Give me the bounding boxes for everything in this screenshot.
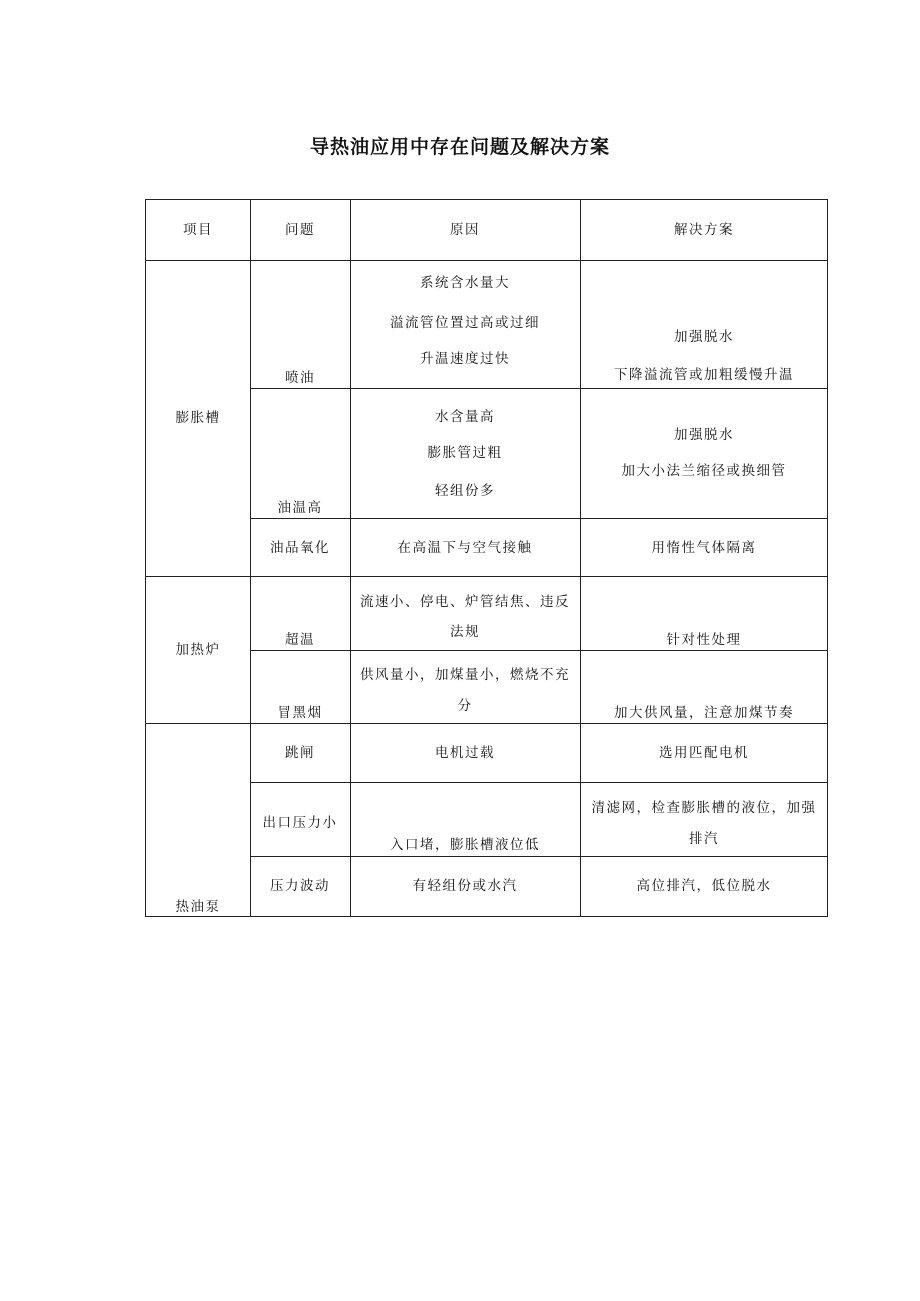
column-divider: [580, 199, 581, 917]
solution-line: 排汽: [689, 831, 719, 847]
solution-line: 清滤网，检查膨胀槽的液位，加强: [591, 800, 817, 816]
cause-line: 入口堵，膨胀槽液位低: [390, 837, 540, 853]
problem-cell: 压力波动: [270, 878, 330, 894]
cause-line: 有轻组份或水汽: [412, 878, 518, 894]
item-cell: 膨胀槽: [175, 410, 221, 426]
table-border-top: [145, 199, 828, 200]
solution-line: 用惰性气体隔离: [651, 540, 757, 556]
header-solution: 解决方案: [674, 222, 734, 238]
solution-line: 针对性处理: [666, 632, 742, 648]
header-item: 项目: [183, 222, 213, 238]
row-divider: [250, 782, 828, 783]
solution-line: 下降溢流管或加粗缓慢升温: [614, 367, 794, 383]
cause-line: 电机过载: [435, 745, 495, 761]
row-divider: [145, 576, 828, 577]
solution-line: 加大小法兰缩径或换细管: [621, 463, 787, 479]
table-border-bottom: [145, 916, 828, 917]
row-divider: [250, 518, 828, 519]
cause-line: 流速小、停电、炉管结焦、违反: [360, 594, 570, 610]
cause-line: 在高温下与空气接触: [397, 540, 533, 556]
row-divider: [145, 723, 828, 724]
problem-cell: 油品氧化: [270, 540, 330, 556]
table-border-left: [145, 199, 146, 917]
cause-line: 膨胀管过粗: [427, 445, 503, 461]
solution-line: 加强脱水: [674, 427, 734, 443]
cause-line: 溢流管位置过高或过细: [390, 315, 540, 331]
problem-cell: 超温: [285, 632, 315, 648]
cause-line: 分: [457, 698, 473, 714]
column-divider: [350, 199, 351, 917]
cause-line: 升温速度过快: [420, 351, 510, 367]
cause-line: 供风量小，加煤量小，燃烧不充: [360, 667, 570, 683]
solution-line: 加大供风量，注意加煤节奏: [614, 705, 794, 721]
problem-cell: 喷油: [285, 370, 315, 386]
row-divider: [250, 388, 828, 389]
solution-line: 高位排汽，低位脱水: [636, 878, 772, 894]
table-border-right: [827, 199, 828, 917]
cause-line: 系统含水量大: [420, 275, 510, 291]
cause-line: 水含量高: [435, 409, 495, 425]
solution-line: 加强脱水: [674, 329, 734, 345]
solution-line: 选用匹配电机: [659, 745, 749, 761]
item-cell: 热油泵: [175, 899, 221, 915]
problem-cell: 冒黑烟: [277, 705, 323, 721]
item-cell: 加热炉: [175, 642, 221, 658]
row-divider: [250, 650, 828, 651]
cause-line: 法规: [450, 624, 480, 640]
row-divider: [145, 260, 828, 261]
problems-table: [145, 199, 828, 917]
cause-line: 轻组份多: [435, 483, 495, 499]
row-divider: [250, 856, 828, 857]
header-cause: 原因: [450, 222, 480, 238]
column-divider: [250, 199, 251, 917]
problem-cell: 跳闸: [285, 745, 315, 761]
problem-cell: 油温高: [277, 500, 323, 516]
header-problem: 问题: [285, 222, 315, 238]
problem-cell: 出口压力小: [262, 815, 338, 831]
page-title: 导热油应用中存在问题及解决方案: [309, 136, 610, 158]
